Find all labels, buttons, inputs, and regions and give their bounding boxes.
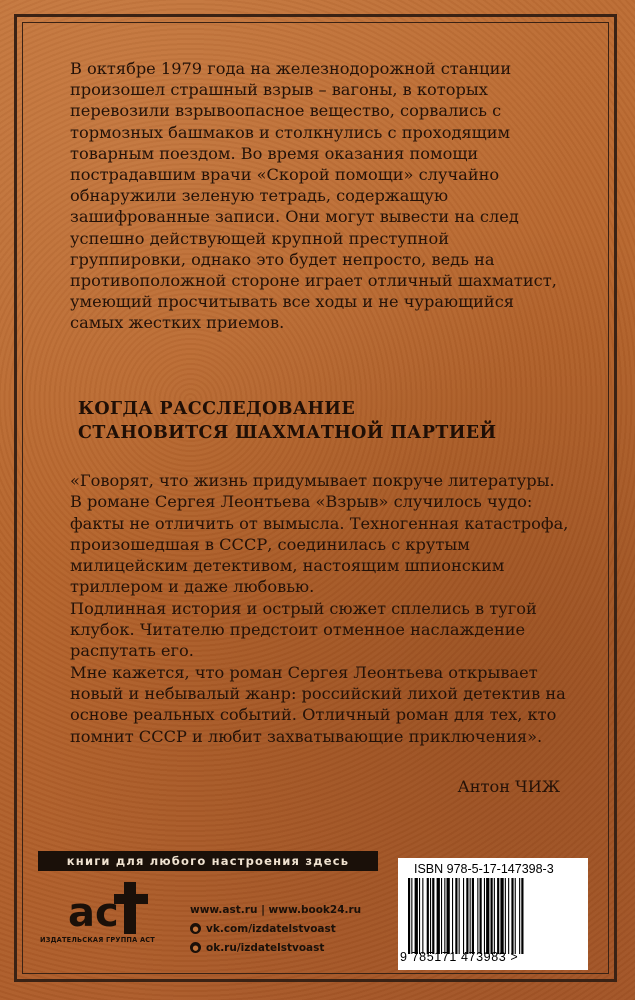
barcode-bar xyxy=(419,878,420,954)
barcode-bar xyxy=(455,878,457,954)
quote-paragraph-3: Мне кажется, что роман Сергея Леонтьева открывает новый и небывалый жанр: российский лихой детектив на основе реальных событий. Отличный роман для тех, кто помнит СССР и любит захватывающие приключения». xyxy=(70,662,566,746)
barcode-bar xyxy=(441,878,442,954)
barcode-bar xyxy=(422,878,423,954)
barcode-bar xyxy=(447,878,450,954)
barcode-bar xyxy=(515,878,516,954)
ok-icon: ● xyxy=(190,942,201,953)
barcode-bar xyxy=(505,878,506,954)
vk-row xyxy=(190,919,380,938)
barcode-bar xyxy=(427,878,429,954)
websites-row xyxy=(190,900,380,919)
quote-author: Антон ЧИЖ xyxy=(457,777,560,796)
barcode-bar xyxy=(415,878,418,954)
barcode-bar xyxy=(491,878,493,954)
vk-icon: ● xyxy=(190,923,201,934)
isbn-barcode-box xyxy=(398,858,588,970)
barcode-bar xyxy=(452,878,453,954)
barcode-bar xyxy=(494,878,495,954)
barcode-bar xyxy=(437,878,440,954)
publisher-links xyxy=(190,900,380,957)
ast-logo-text: ac xyxy=(68,890,119,936)
barcode-bar xyxy=(500,878,503,954)
quote-paragraph-2: Подлинная история и острый сюжет сплелись в тугой клубок. Читателю предстоит отменное наслаждение распутать его. xyxy=(70,598,537,661)
barcode-bar xyxy=(484,878,485,954)
barcode-bar xyxy=(477,878,478,954)
barcode-bar xyxy=(519,878,520,954)
barcode-bar xyxy=(432,878,434,954)
isbn-number: ISBN 978-5-17-147398-3 xyxy=(414,862,554,876)
barcode-bar xyxy=(508,878,509,954)
barcode-bar xyxy=(463,878,464,954)
barcode-bar xyxy=(408,878,410,954)
barcode xyxy=(406,878,582,954)
barcode-bar xyxy=(480,878,482,954)
barcode-bar xyxy=(411,878,412,954)
barcode-bar xyxy=(466,878,468,954)
logo-caption: ИЗДАТЕЛЬСКАЯ ГРУППА АСТ xyxy=(40,936,155,944)
barcode-bar xyxy=(472,878,474,954)
barcode-bar xyxy=(444,878,445,954)
headline xyxy=(78,397,558,445)
quote-paragraph-1: «Говорят, что жизнь придумывает покруче литературы. В романе Сергея Леонтьева «Взрыв» случилось чудо: факты не отличить от вымысла. Техногенная катастрофа, произошедшая в СССР, соединилась с крутым милицейским детективом, настоящим шпионским триллером и даже любовью. xyxy=(70,471,569,597)
barcode-bar xyxy=(459,878,460,954)
barcode-bar xyxy=(486,878,489,954)
headline-line-1: КОГДА РАССЛЕДОВАНИЕ xyxy=(78,399,356,419)
tagline-banner: книги для любого настроения здесь xyxy=(38,851,378,871)
vk-link[interactable]: vk.com/izdatelstvoast xyxy=(206,922,336,935)
review-quote xyxy=(70,470,570,747)
ok-row xyxy=(190,938,380,957)
barcode-bar xyxy=(521,878,523,954)
barcode-bar xyxy=(497,878,499,954)
barcode-bar xyxy=(511,878,513,954)
ok-link[interactable]: ok.ru/izdatelstvoast xyxy=(206,941,325,954)
barcode-bar xyxy=(430,878,431,954)
barcode-bar xyxy=(470,878,471,954)
barcode-digits: 9 785171 473983 > xyxy=(400,950,519,964)
headline-line-2: СТАНОВИТСЯ ШАХМАТНОЙ ПАРТИЕЙ xyxy=(78,423,497,443)
book-annotation: В октябре 1979 года на железнодорожной станции произошел страшный взрыв – вагоны, в которых перевозили взрывоопасное вещество, сорвались с тормозных башмаков и столкнулись с проходящим товарным поездом. Во время оказания помощи пострадавшим врачи «Скорой помощи» случайно обнаружили зеленую тетрадь, содержащую зашифрованные записи. Они могут вывести на след успешно действующей крупной преступной группировки, однако это будет непросто, ведь на противоположной стороне играет отличный шахматист, умеющий просчитывать все ходы и не чурающийся самых жестких приемов. xyxy=(70,59,557,333)
websites-link[interactable]: www.ast.ru | www.book24.ru xyxy=(190,903,362,916)
